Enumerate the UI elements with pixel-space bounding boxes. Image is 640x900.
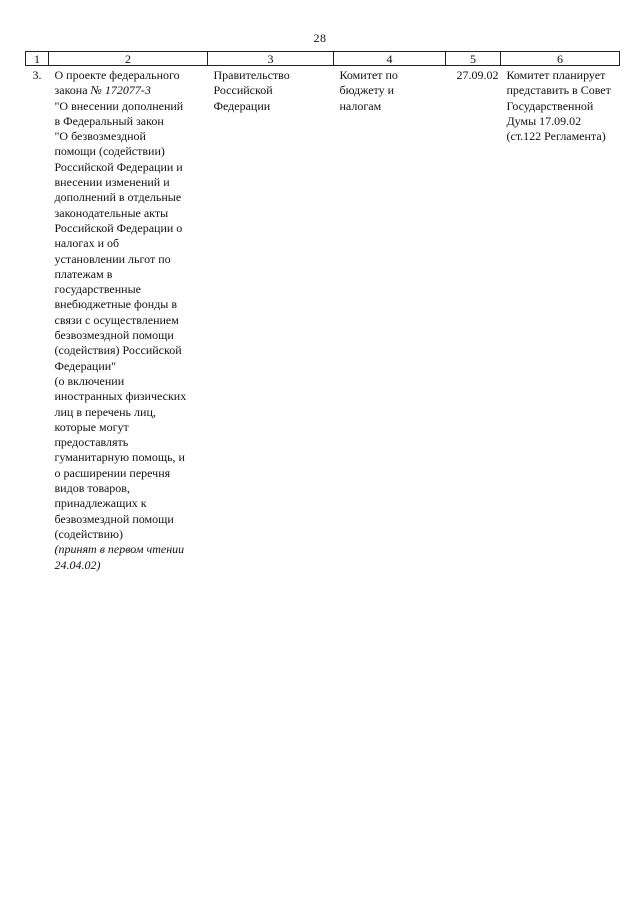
bill-title-line: "О безвозмездной: [54, 129, 146, 144]
bill-title-line: помощи (содействии): [54, 144, 165, 159]
plan-line: Государственной: [506, 98, 594, 113]
bill-title-line: предоставлять: [54, 435, 129, 450]
bill-title-line: Федерации": [54, 358, 117, 373]
initiator-line: Российской: [213, 83, 273, 98]
header-col-4: 4: [334, 52, 446, 66]
bill-title-line: дополнений в отдельные: [54, 190, 182, 205]
bill-number: № 172077-3: [90, 83, 151, 98]
bill-title-line: иностранных физических: [54, 389, 187, 404]
bill-title-line: безвозмездной помощи: [54, 328, 174, 343]
bill-title-line: лиц в перечень лиц,: [54, 404, 156, 419]
plan-line: представить в Совет: [506, 83, 611, 98]
bill-title-line: в Федеральный закон: [54, 113, 164, 128]
bill-title-line: 24.04.02): [54, 557, 101, 572]
committee-line: бюджету и: [339, 83, 395, 98]
plan-line: Думы 17.09.02: [506, 113, 582, 128]
bill-title-line: которые могут: [54, 419, 129, 434]
header-col-2: 2: [49, 52, 208, 66]
committee-line: Комитет по: [339, 68, 398, 82]
bill-title-line: принадлежащих к: [54, 496, 147, 511]
initiator-line: Правительство: [213, 68, 290, 82]
bill-title-line: видов товаров,: [54, 481, 130, 496]
header-col-6: 6: [501, 52, 620, 66]
bill-title-line: налогах и об: [54, 236, 120, 251]
row-number: 3.: [32, 68, 42, 82]
bill-title-line: законодательные акты: [54, 205, 169, 220]
bill-title-line: внесении изменений и: [54, 175, 170, 190]
bills-table: [25, 51, 620, 573]
bill-title-line: Российской Федерации и: [54, 159, 183, 174]
bill-title-line: платежам в: [54, 266, 113, 281]
consideration-date: 27.09.02: [456, 68, 499, 82]
bill-title-line: Российской Федерации о: [54, 220, 183, 235]
bill-title-line-plain: закона: [54, 83, 91, 98]
responsible-committee: [334, 66, 446, 573]
initiator-line: Федерации: [213, 98, 271, 113]
bill-title-line: установлении льгот по: [54, 251, 171, 266]
bill-title-line: "О внесении дополнений: [54, 98, 184, 113]
bill-title-line: государственные: [54, 282, 141, 297]
bill-title-line: (о включении: [54, 373, 125, 388]
bill-title: [49, 66, 208, 573]
bill-title-line: о расширении перечня: [54, 465, 171, 480]
plan-line: Комитет планирует: [506, 68, 606, 82]
header-col-1: 1: [26, 52, 49, 66]
table-header-row: [26, 52, 620, 66]
header-col-3: 3: [208, 52, 334, 66]
bill-title-line: гуманитарную помощь, и: [54, 450, 185, 465]
bill-initiator: [208, 66, 334, 573]
bill-title-line: внебюджетные фонды в: [54, 297, 178, 312]
committee-plan: [501, 66, 620, 573]
bill-title-line: (содействия) Российской: [54, 343, 182, 358]
bill-title-line: [55, 83, 204, 98]
table-row: [26, 66, 620, 573]
bill-title-line: (содействию): [54, 526, 123, 541]
bill-title-line: безвозмездной помощи: [54, 511, 174, 526]
page-number: 28: [313, 31, 327, 45]
bill-title-line: (принят в первом чтении: [54, 542, 185, 557]
header-col-5: 5: [446, 52, 501, 66]
bill-title-line: связи с осуществлением: [54, 312, 179, 327]
plan-line: (ст.122 Регламента): [506, 129, 606, 144]
bill-title-line: О проекте федерального: [54, 68, 180, 82]
committee-line: налогам: [339, 98, 382, 113]
